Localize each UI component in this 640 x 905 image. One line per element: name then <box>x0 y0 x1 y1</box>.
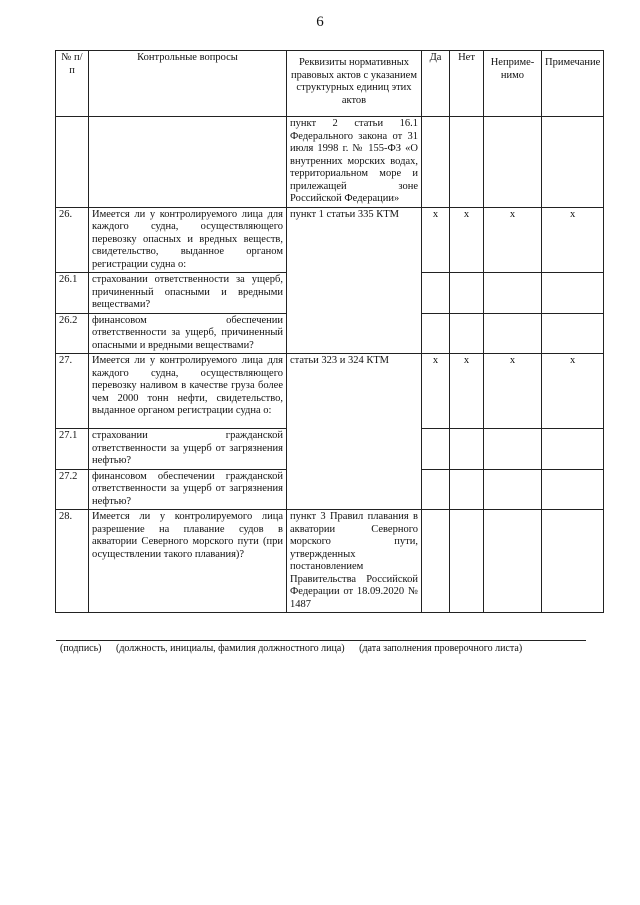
note-cell <box>542 469 604 510</box>
num-cell: 27.2 <box>56 469 89 510</box>
signature-label: (подпись) <box>60 643 102 654</box>
yes-cell <box>422 117 450 208</box>
checklist-table <box>55 50 604 613</box>
no-cell <box>450 117 484 208</box>
na-cell <box>484 510 542 613</box>
no-cell <box>450 510 484 613</box>
no-cell: х <box>450 207 484 273</box>
na-cell <box>484 429 542 470</box>
header-num: № п/п <box>56 51 89 117</box>
question-cell: страховании ответственности за ущерб, причиненный опасными и вредными веществами? <box>89 273 287 314</box>
question-cell: страховании гражданской ответственности за ущерб от загрязнения нефтью? <box>89 429 287 470</box>
position-label: (должность, инициалы, фамилия должностного лица) <box>116 643 345 654</box>
no-cell <box>450 313 484 354</box>
table-row <box>56 207 604 273</box>
question-cell: Имеется ли у контролируемого лица для каждого судна, осуществляющего перевозку наливом в качестве груза более чем 2000 тонн нефти, свидетельство, выданное органом регистрации судна о: <box>89 354 287 429</box>
note-cell <box>542 117 604 208</box>
header-requisites: Реквизиты нормативных правовых актов с указанием структурных единиц этих актов <box>287 51 422 117</box>
note-cell <box>542 313 604 354</box>
requisites-cell: пункт 2 статьи 16.1 Федерального закона от 31 июля 1998 г. № 155-ФЗ «О внутренних морских водах, территориальном море и прилежащей зоне Российской Федерации» <box>287 117 422 208</box>
table-row <box>56 117 604 208</box>
note-cell: х <box>542 207 604 273</box>
note-cell <box>542 273 604 314</box>
header-row <box>56 51 604 117</box>
num-cell: 26.1 <box>56 273 89 314</box>
note-cell: х <box>542 354 604 429</box>
note-cell <box>542 429 604 470</box>
na-cell <box>484 469 542 510</box>
question-cell: Имеется ли у контролируемого лица для каждого судна, осуществляющего перевозку опасных и вредных веществ, свидетельство, выданное органом регистрации судна о: <box>89 207 287 273</box>
na-cell <box>484 117 542 208</box>
header-na: Неприме-нимо <box>484 51 542 117</box>
no-cell <box>450 469 484 510</box>
num-cell: 26. <box>56 207 89 273</box>
na-cell: х <box>484 207 542 273</box>
header-yes: Да <box>422 51 450 117</box>
signature-caption <box>60 643 620 654</box>
yes-cell <box>422 313 450 354</box>
na-cell: х <box>484 354 542 429</box>
no-cell <box>450 273 484 314</box>
question-cell: Имеется ли у контролируемого лица разрешение на плавание судов в акватории Северного морского пути (при осуществлении такого плавания)? <box>89 510 287 613</box>
num-cell: 26.2 <box>56 313 89 354</box>
date-label: (дата заполнения проверочного листа) <box>359 643 523 654</box>
header-no: Нет <box>450 51 484 117</box>
num-cell: 27. <box>56 354 89 429</box>
question-cell <box>89 117 287 208</box>
yes-cell: х <box>422 354 450 429</box>
yes-cell: х <box>422 207 450 273</box>
question-cell: финансовом обеспечении ответственности за ущерб, причиненный опасными и вредными веществами? <box>89 313 287 354</box>
num-cell: 27.1 <box>56 429 89 470</box>
signature-line <box>56 640 586 641</box>
note-cell <box>542 510 604 613</box>
requisites-cell: статьи 323 и 324 КТМ <box>287 354 422 510</box>
num-cell: 28. <box>56 510 89 613</box>
question-cell: финансовом обеспечении гражданской ответственности за ущерб от загрязнения нефтью? <box>89 469 287 510</box>
requisites-cell: пункт 1 статьи 335 КТМ <box>287 207 422 354</box>
requisites-cell: пункт 3 Правил плавания в акватории Северного морского пути, утвержденных постановлением Правительства Российской Федерации от 18.09.2020 № 1487 <box>287 510 422 613</box>
page-number: 6 <box>316 14 324 30</box>
yes-cell <box>422 469 450 510</box>
yes-cell <box>422 429 450 470</box>
table-row <box>56 510 604 613</box>
num-cell <box>56 117 89 208</box>
no-cell <box>450 429 484 470</box>
no-cell: х <box>450 354 484 429</box>
yes-cell <box>422 273 450 314</box>
table-row <box>56 354 604 429</box>
header-note: Примечание <box>542 51 604 117</box>
na-cell <box>484 313 542 354</box>
header-question: Контрольные вопросы <box>89 51 287 117</box>
yes-cell <box>422 510 450 613</box>
na-cell <box>484 273 542 314</box>
